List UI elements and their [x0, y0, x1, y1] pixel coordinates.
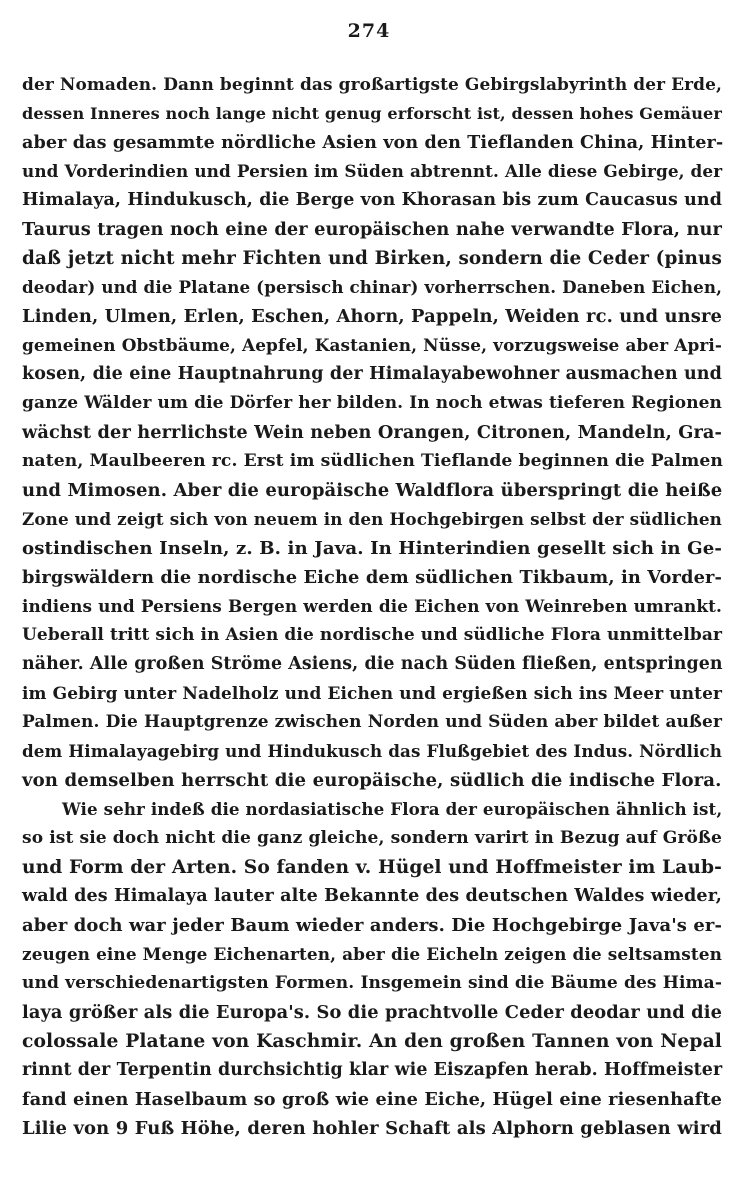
text-line: aber das gesammte nördliche Asien von den Tieflanden China, Hinter- — [22, 132, 724, 153]
text-line: der Nomaden. Dann beginnt das großartigste Gebirgslabyrinth der Erde, — [22, 74, 722, 94]
text-line: naten, Maulbeeren rc. Erst im südlichen Tieflande beginnen die Palmen — [22, 451, 723, 471]
text-line: laya größer als die Europa's. So die prachtvolle Ceder deodar und die — [22, 1002, 722, 1023]
text-line: zeugen eine Menge Eichenarten, aber die Eicheln zeigen die seltsamsten — [22, 944, 722, 964]
text-line: dem Himalayagebirg und Hindukusch das Flußgebiet des Indus. Nördlich — [22, 741, 722, 761]
text-line: ostindischen Inseln, z. B. in Java. In Hinterindien gesellt sich in Ge- — [22, 538, 722, 559]
text-line: aber doch war jeder Baum wieder anders. Die Hochgebirge Java's er- — [22, 915, 722, 936]
text-line: gemeinen Obstbäume, Aepfel, Kastanien, Nüsse, vorzugsweise aber Apri- — [22, 335, 722, 355]
page-number: 274 — [347, 20, 391, 42]
text-line: dessen Inneres noch lange nicht genug erforscht ist, dessen hohes Gemäuer — [22, 104, 722, 123]
text-line: näher. Alle großen Ströme Asiens, die nach Süden fließen, entspringen — [22, 654, 723, 674]
text-line: indiens und Persiens Bergen werden die Eichen von Weinreben umrankt. — [22, 596, 722, 616]
text-line: birgswäldern die nordische Eiche dem südlichen Tikbaum, in Vorder- — [22, 567, 722, 588]
text-line: und Vorderindien und Persien im Süden abtrennt. Alle diese Gebirge, der — [22, 161, 723, 181]
text-line: und Mimosen. Aber die europäische Waldflora überspringt die heiße — [22, 480, 723, 501]
text-line: wald des Himalaya lauter alte Bekannte des deutschen Waldes wieder, — [22, 886, 722, 906]
text-line: Ueberall tritt sich in Asien die nordische und südliche Flora unmittelbar — [22, 625, 722, 645]
text-line: fand einen Haselbaum so groß wie eine Eiche, Hügel eine riesenhafte — [22, 1089, 722, 1110]
text-line: von demselben herrscht die europäische, südlich die indische Flora. — [22, 770, 722, 791]
text-line: Wie sehr indeß die nordasiatische Flora der europäischen ähnlich ist, — [62, 799, 723, 819]
text-line: kosen, die eine Hauptnahrung der Himalayabewohner ausmachen und — [22, 364, 722, 384]
text-line: Zone und zeigt sich von neuem in den Hochgebirgen selbst der südlichen — [22, 509, 722, 529]
text-line: und Form der Arten. So fanden v. Hügel und Hoffmeister im Laub- — [22, 856, 722, 878]
text-line: ganze Wälder um die Dörfer her bilden. In noch etwas tieferen Regionen — [22, 393, 722, 413]
text-line: wächst der herrlichste Wein neben Orangen, Citronen, Mandeln, Gra- — [22, 422, 722, 443]
text-line: Taurus tragen noch eine der europäischen nahe verwandte Flora, nur — [22, 219, 722, 240]
text-line: Lilie von 9 Fuß Höhe, deren hohler Schaft als Alphorn geblasen wird — [22, 1118, 722, 1139]
text-line: Palmen. Die Hauptgrenze zwischen Norden und Süden aber bildet außer — [22, 712, 722, 732]
text-line: deodar) und die Platane (persisch chinar) vorherrschen. Daneben Eichen, — [22, 277, 722, 297]
text-line: Linden, Ulmen, Erlen, Eschen, Ahorn, Pappeln, Weiden rc. und unsre — [22, 306, 722, 327]
text-line: im Gebirg unter Nadelholz und Eichen und ergießen sich ins Meer unter — [22, 683, 722, 703]
text-line: colossale Platane von Kaschmir. An den großen Tannen von Nepal — [22, 1030, 722, 1052]
text-line: daß jetzt nicht mehr Fichten und Birken, sondern die Ceder (pinus — [22, 248, 722, 269]
text-line: rinnt der Terpentin durchsichtig klar wie Eiszapfen herab. Hoffmeister — [22, 1060, 723, 1080]
text-line: so ist sie doch nicht die ganz gleiche, sondern varirt in Bezug auf Größe — [22, 828, 722, 848]
text-line: Himalaya, Hindukusch, die Berge von Khorasan bis zum Caucasus und — [22, 190, 722, 210]
text-line: und verschiedenartigsten Formen. Insgemein sind die Bäume des Hima- — [22, 973, 722, 993]
